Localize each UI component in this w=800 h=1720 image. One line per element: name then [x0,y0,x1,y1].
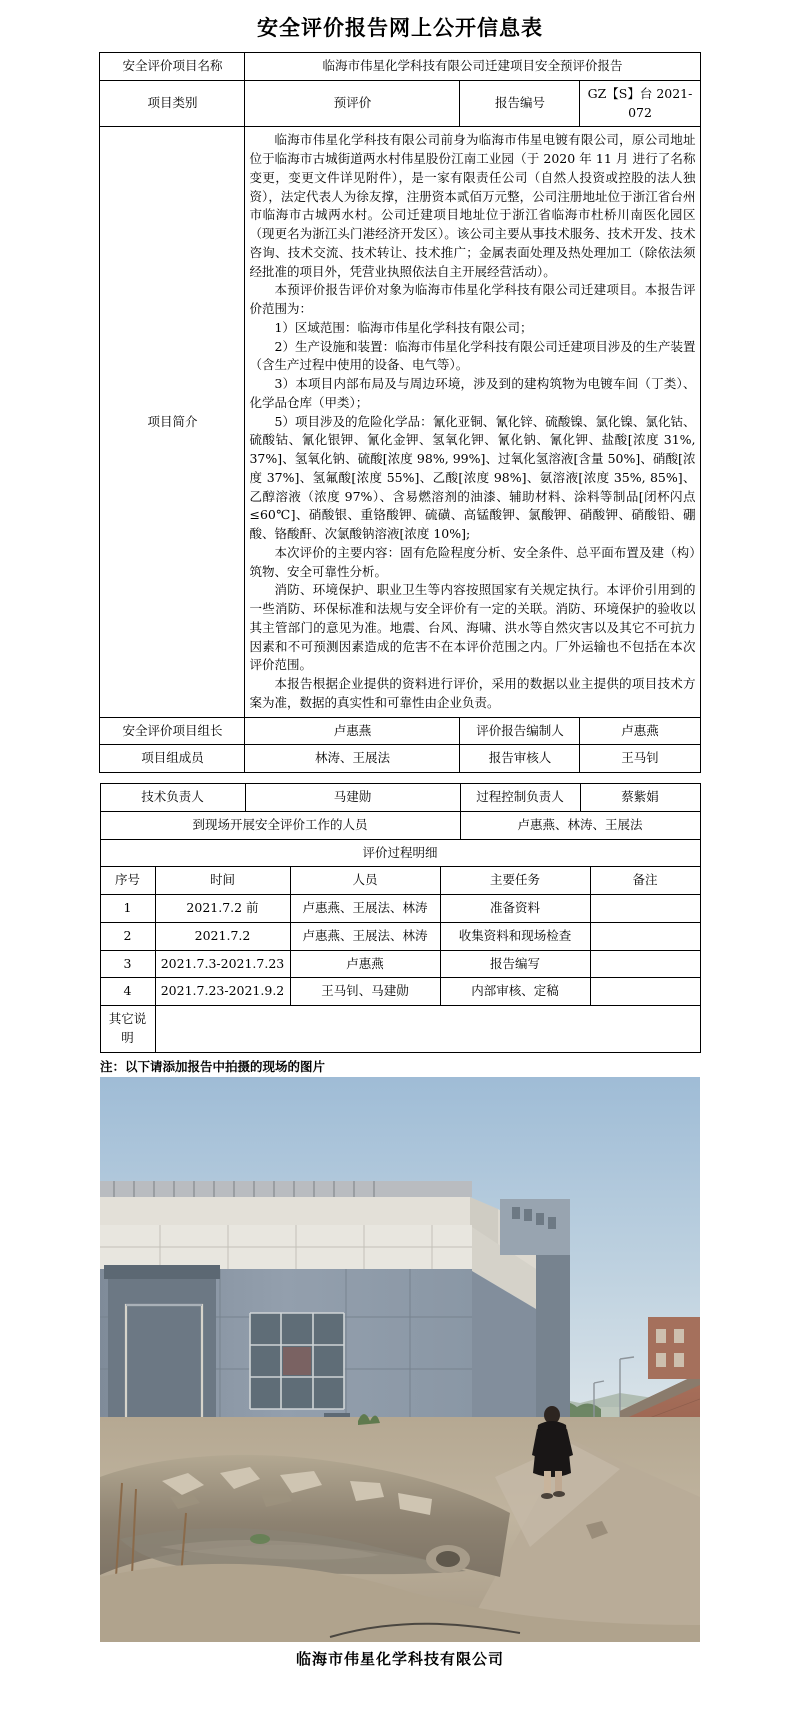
cell-no: 2 [100,922,155,950]
process-control-value: 蔡紫娟 [580,784,700,812]
cell-no: 3 [100,950,155,978]
person-dress [533,1421,571,1477]
table-row [100,922,700,950]
report-author-label: 评价报告编制人 [460,717,580,745]
intro-paragraph: 2）生产设施和装置：临海市伟星化学科技有限公司迁建项目涉及的生产装置（含生产过程中使用的设备、电气等）。 [249,338,696,373]
project-category-label: 项目类别 [100,80,245,127]
report-author-value: 卢惠燕 [580,717,700,745]
table-row [100,895,700,923]
report-reviewer-value: 王马钊 [580,745,700,773]
roof-fins-band [100,1181,472,1197]
green-debris [250,1534,270,1544]
cell-task: 收集资料和现场检查 [440,922,590,950]
table-row [100,784,700,812]
process-detail-table [100,866,701,1052]
project-info-table [99,52,700,773]
onsite-value: 卢惠燕、林涛、王展法 [460,811,700,839]
far-brick-building [648,1317,700,1379]
entrance-block [108,1275,216,1425]
col-header-people: 人员 [290,867,440,895]
intro-paragraph: 本报告根据企业提供的资料进行评价，采用的数据以业主提供的项目技术方案为准，数据的真实性和可靠性由企业负责。 [249,676,696,710]
table-row [100,53,700,81]
tech-lead-label: 技术负责人 [100,784,245,812]
project-category-value: 预评价 [245,80,460,127]
project-name-label: 安全评价项目名称 [100,53,245,81]
footer-company-name: 临海市伟星化学科技有限公司 [295,1649,504,1668]
cell-remark [590,895,700,923]
photo-note: 注：以下请添加报告中拍摄的现场的图片 [100,1058,326,1074]
intro-paragraph: 5）项目涉及的危险化学品：氰化亚铜、氰化锌、硫酸镍、氯化镍、氯化钴、硫酸钴、氰化银钾、氰化金钾、氢氧化钾、氰化钠、氰化钾、盐酸[浓度 31%, 37%]、氢氧化钠、硫酸[浓度 98%, 99%]、过氧化氢溶液[含量 50%]、硝酸[浓度 37%]、氢氟酸[浓度 55%]、乙酸[浓度 98%]、氨溶液[浓度 35%, 85%]、乙醇溶液（浓度 97%）、含易燃溶剂的油漆、辅助材料、涂料等制品[闭杯闪点≤60℃]、硝酸银、重铬酸钾、硫磺、高锰酸钾、氯酸钾、硝酸钾、硝酸铅、硼酸、铬酸酐、次氯酸钠溶液[浓度 10%]; [249,413,696,541]
intro-paragraph: 消防、环境保护、职业卫生等内容按照国家有关规定执行。本评价引用到的一些消防、环保标准和法规与安全评价有一定的关联。消防、环境保护的验收以其主管部门的意见为准。地震、台风、海啸、洪水等自然灾害以及其它不可抗力因素和不可预测因素造成的危害不在本评价范围之内。厂外运输也不包括在本次评价范围。 [249,582,696,673]
report-reviewer-label: 报告审核人 [460,745,580,773]
process-detail-title: 评价过程明细 [100,839,700,867]
person-shoe-left [541,1493,553,1499]
entrance-canopy [104,1265,220,1279]
intro-paragraph: 本次评价的主要内容：固有危险程度分析、安全条件、总平面布置及建（构）筑物、安全可靠性分析。 [249,544,696,579]
cell-people: 卢惠燕、王展法、林涛 [290,922,440,950]
col-header-task: 主要任务 [440,867,590,895]
table-row [100,80,700,127]
cell-task: 报告编写 [440,950,590,978]
project-name-value: 临海市伟星化学科技有限公司迁建项目安全预评价报告 [245,53,700,81]
cell-time: 2021.7.23-2021.9.2 [155,978,290,1006]
intro-paragraph: 1）区域范围：临海市伟星化学科技有限公司； [274,319,533,335]
intro-paragraph: 3）本项目内部布局及与周边环境，涉及到的建构筑物为电镀车间（丁类）、化学品仓库（甲类）； [249,376,696,410]
group-members-label: 项目组成员 [100,745,245,773]
intro-label: 项目简介 [100,127,245,717]
col-header-time: 时间 [155,867,290,895]
table-row [100,811,700,839]
table-row [100,745,700,773]
cell-people: 王马钊、马建勋 [290,978,440,1006]
table-row [100,839,700,867]
intro-body [245,127,700,717]
pipe-opening [436,1551,460,1567]
process-table [100,783,701,867]
cell-task: 内部审核、定稿 [440,978,590,1006]
report-no-value: GZ【S】台 2021-072 [580,80,700,127]
process-control-label: 过程控制负责人 [460,784,580,812]
cell-people: 卢惠燕、王展法、林涛 [290,895,440,923]
group-members-value: 林涛、王展法 [245,745,460,773]
table-row [100,978,700,1006]
col-header-remark: 备注 [590,867,700,895]
building-upper-far [500,1199,570,1255]
table-row [100,950,700,978]
cell-time: 2021.7.3-2021.7.23 [155,950,290,978]
cell-time: 2021.7.2 前 [155,895,290,923]
site-photo-container [100,1077,700,1642]
table-header-row [100,867,700,895]
col-header-no: 序号 [100,867,155,895]
report-no-label: 报告编号 [460,80,580,127]
onsite-label: 到现场开展安全评价工作的人员 [100,811,460,839]
page-title: 安全评价报告网上公开信息表 [257,15,543,40]
table-row [100,717,700,745]
site-photo-construction [100,1077,700,1642]
cell-task: 准备资料 [440,895,590,923]
table-row [100,1006,700,1053]
group-leader-label: 安全评价项目组长 [100,717,245,745]
other-notes-value [155,1006,700,1053]
person-leg-left [544,1471,551,1493]
cell-no: 4 [100,978,155,1006]
cell-people: 卢惠燕 [290,950,440,978]
cell-remark [590,978,700,1006]
table-gap [0,773,800,783]
tech-lead-value: 马建勋 [245,784,460,812]
cell-remark [590,950,700,978]
person-shoe-right [553,1491,565,1497]
intro-paragraph: 临海市伟星化学科技有限公司前身为临海市伟星电镀有限公司，原公司地址位于临海市古城街道两水村伟星股份江南工业园（于 2020 年 11 月 进行了名称变更，变更文件详见附件），是一家有限责任公司（自然人投资或控股的法人独资），法定代表人为徐友撑，注册资本贰佰万元整，公司注册地址位于浙江省台州市临海市古城两水村。公司迁建项目地址位于浙江省临海市杜桥川南医化园区（现更名为浙江头门港经济开发区）。该公司主要从事技术服务、技术开发、技术咨询、技术交流、技术转让、技术推广；金属表面处理及热处理加工（除依法须经批准的项目外，凭营业执照依法自主开展经营活动）。 [249,132,696,279]
other-notes-label: 其它说明 [100,1006,155,1053]
intro-paragraph: 本预评价报告评价对象为临海市伟星化学科技有限公司迁建项目。本报告评价范围为： [249,282,696,316]
cell-time: 2021.7.2 [155,922,290,950]
window-reflection [283,1347,311,1375]
table-row [100,127,700,717]
cell-remark [590,922,700,950]
person-leg-right [555,1471,562,1493]
cell-no: 1 [100,895,155,923]
group-leader-value: 卢惠燕 [245,717,460,745]
